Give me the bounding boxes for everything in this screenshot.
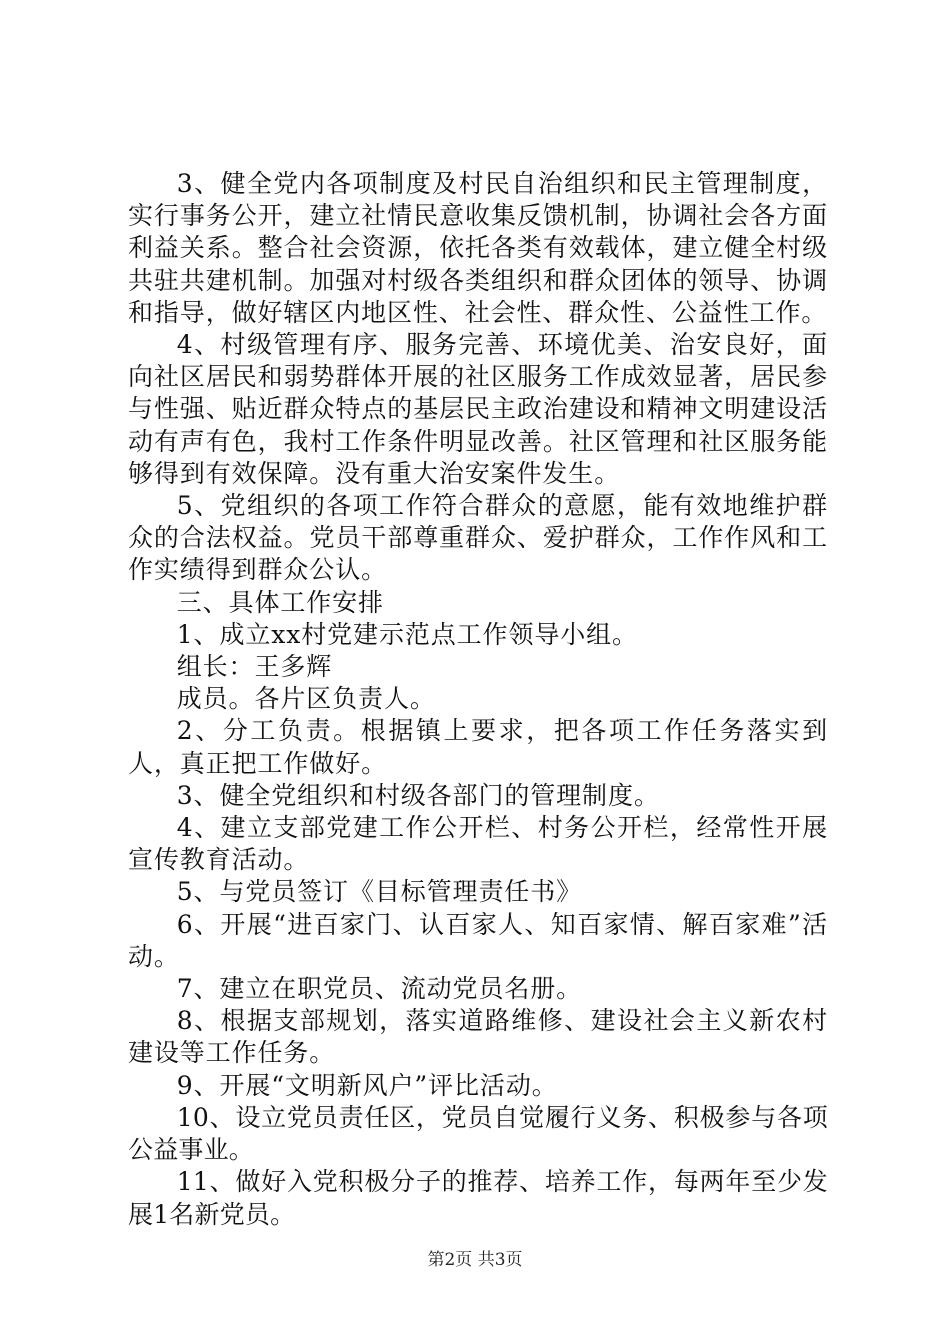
task-item-11: 11、做好入党积极分子的推荐、培养工作，每两年至少发展1名新党员。 xyxy=(128,1167,828,1229)
section-heading-work-arrangement: 三、具体工作安排 xyxy=(176,587,384,617)
task-item-2: 2、分工负责。根据镇上要求，把各项工作任务落实到人，真正把工作做好。 xyxy=(128,716,828,778)
task-item-7: 7、建立在职党员、流动党员名册。 xyxy=(176,974,583,1004)
page-number-footer: 第2页 共3页 xyxy=(427,1250,523,1270)
paragraph-item-3: 3、健全党内各项制度及村民自治组织和民主管理制度，实行事务公开，建立社情民意收集反馈机制，协调社会各方面利益关系。整合社会资源，依托各类有效载体，建立健全村级共驻共建机制。加强对村级各类组织和群众团体的领导、协调和指导，做好辖区内地区性、社会性、群众性、公益性工作。 xyxy=(128,169,828,327)
paragraph-item-4: 4、村级管理有序、服务完善、环境优美、治安良好，面向社区居民和弱势群体开展的社区服务工作成效显著，居民参与性强、贴近群众特点的基层民主政治建设和精神文明建设活动有声有色，我村工作条件明显改善。社区管理和社区服务能够得到有效保障。没有重大治安案件发生。 xyxy=(128,330,828,488)
task-item-4: 4、建立支部党建工作公开栏、村务公开栏，经常性开展宣传教育活动。 xyxy=(128,813,828,875)
paragraph-item-5: 5、党组织的各项工作符合群众的意愿，能有效地维护群众的合法权益。党员干部尊重群众、爱护群众，工作作风和工作实绩得到群众公认。 xyxy=(128,491,828,585)
task-item-1: 1、成立xx村党建示范点工作领导小组。 xyxy=(176,619,638,649)
task-item-10: 10、设立党员责任区，党员自觉履行义务、积极参与各项公益事业。 xyxy=(128,1102,828,1165)
group-leader-line: 组长：王多辉 xyxy=(176,652,333,682)
document-body xyxy=(128,168,828,1231)
task-item-8: 8、根据支部规划，落实道路维修、建设社会主义新农村建设等工作任务。 xyxy=(128,1006,828,1068)
task-item-5: 5、与党员签订《目标管理责任书》 xyxy=(176,877,583,907)
task-item-3: 3、健全党组织和村级各部门的管理制度。 xyxy=(176,780,660,810)
task-item-6: 6、开展“进百家门、认百家人、知百家情、解百家难”活动。 xyxy=(128,909,828,971)
task-item-9: 9、开展“文明新风户”评比活动。 xyxy=(176,1070,558,1100)
group-members-line: 成员。各片区负责人。 xyxy=(176,684,436,714)
